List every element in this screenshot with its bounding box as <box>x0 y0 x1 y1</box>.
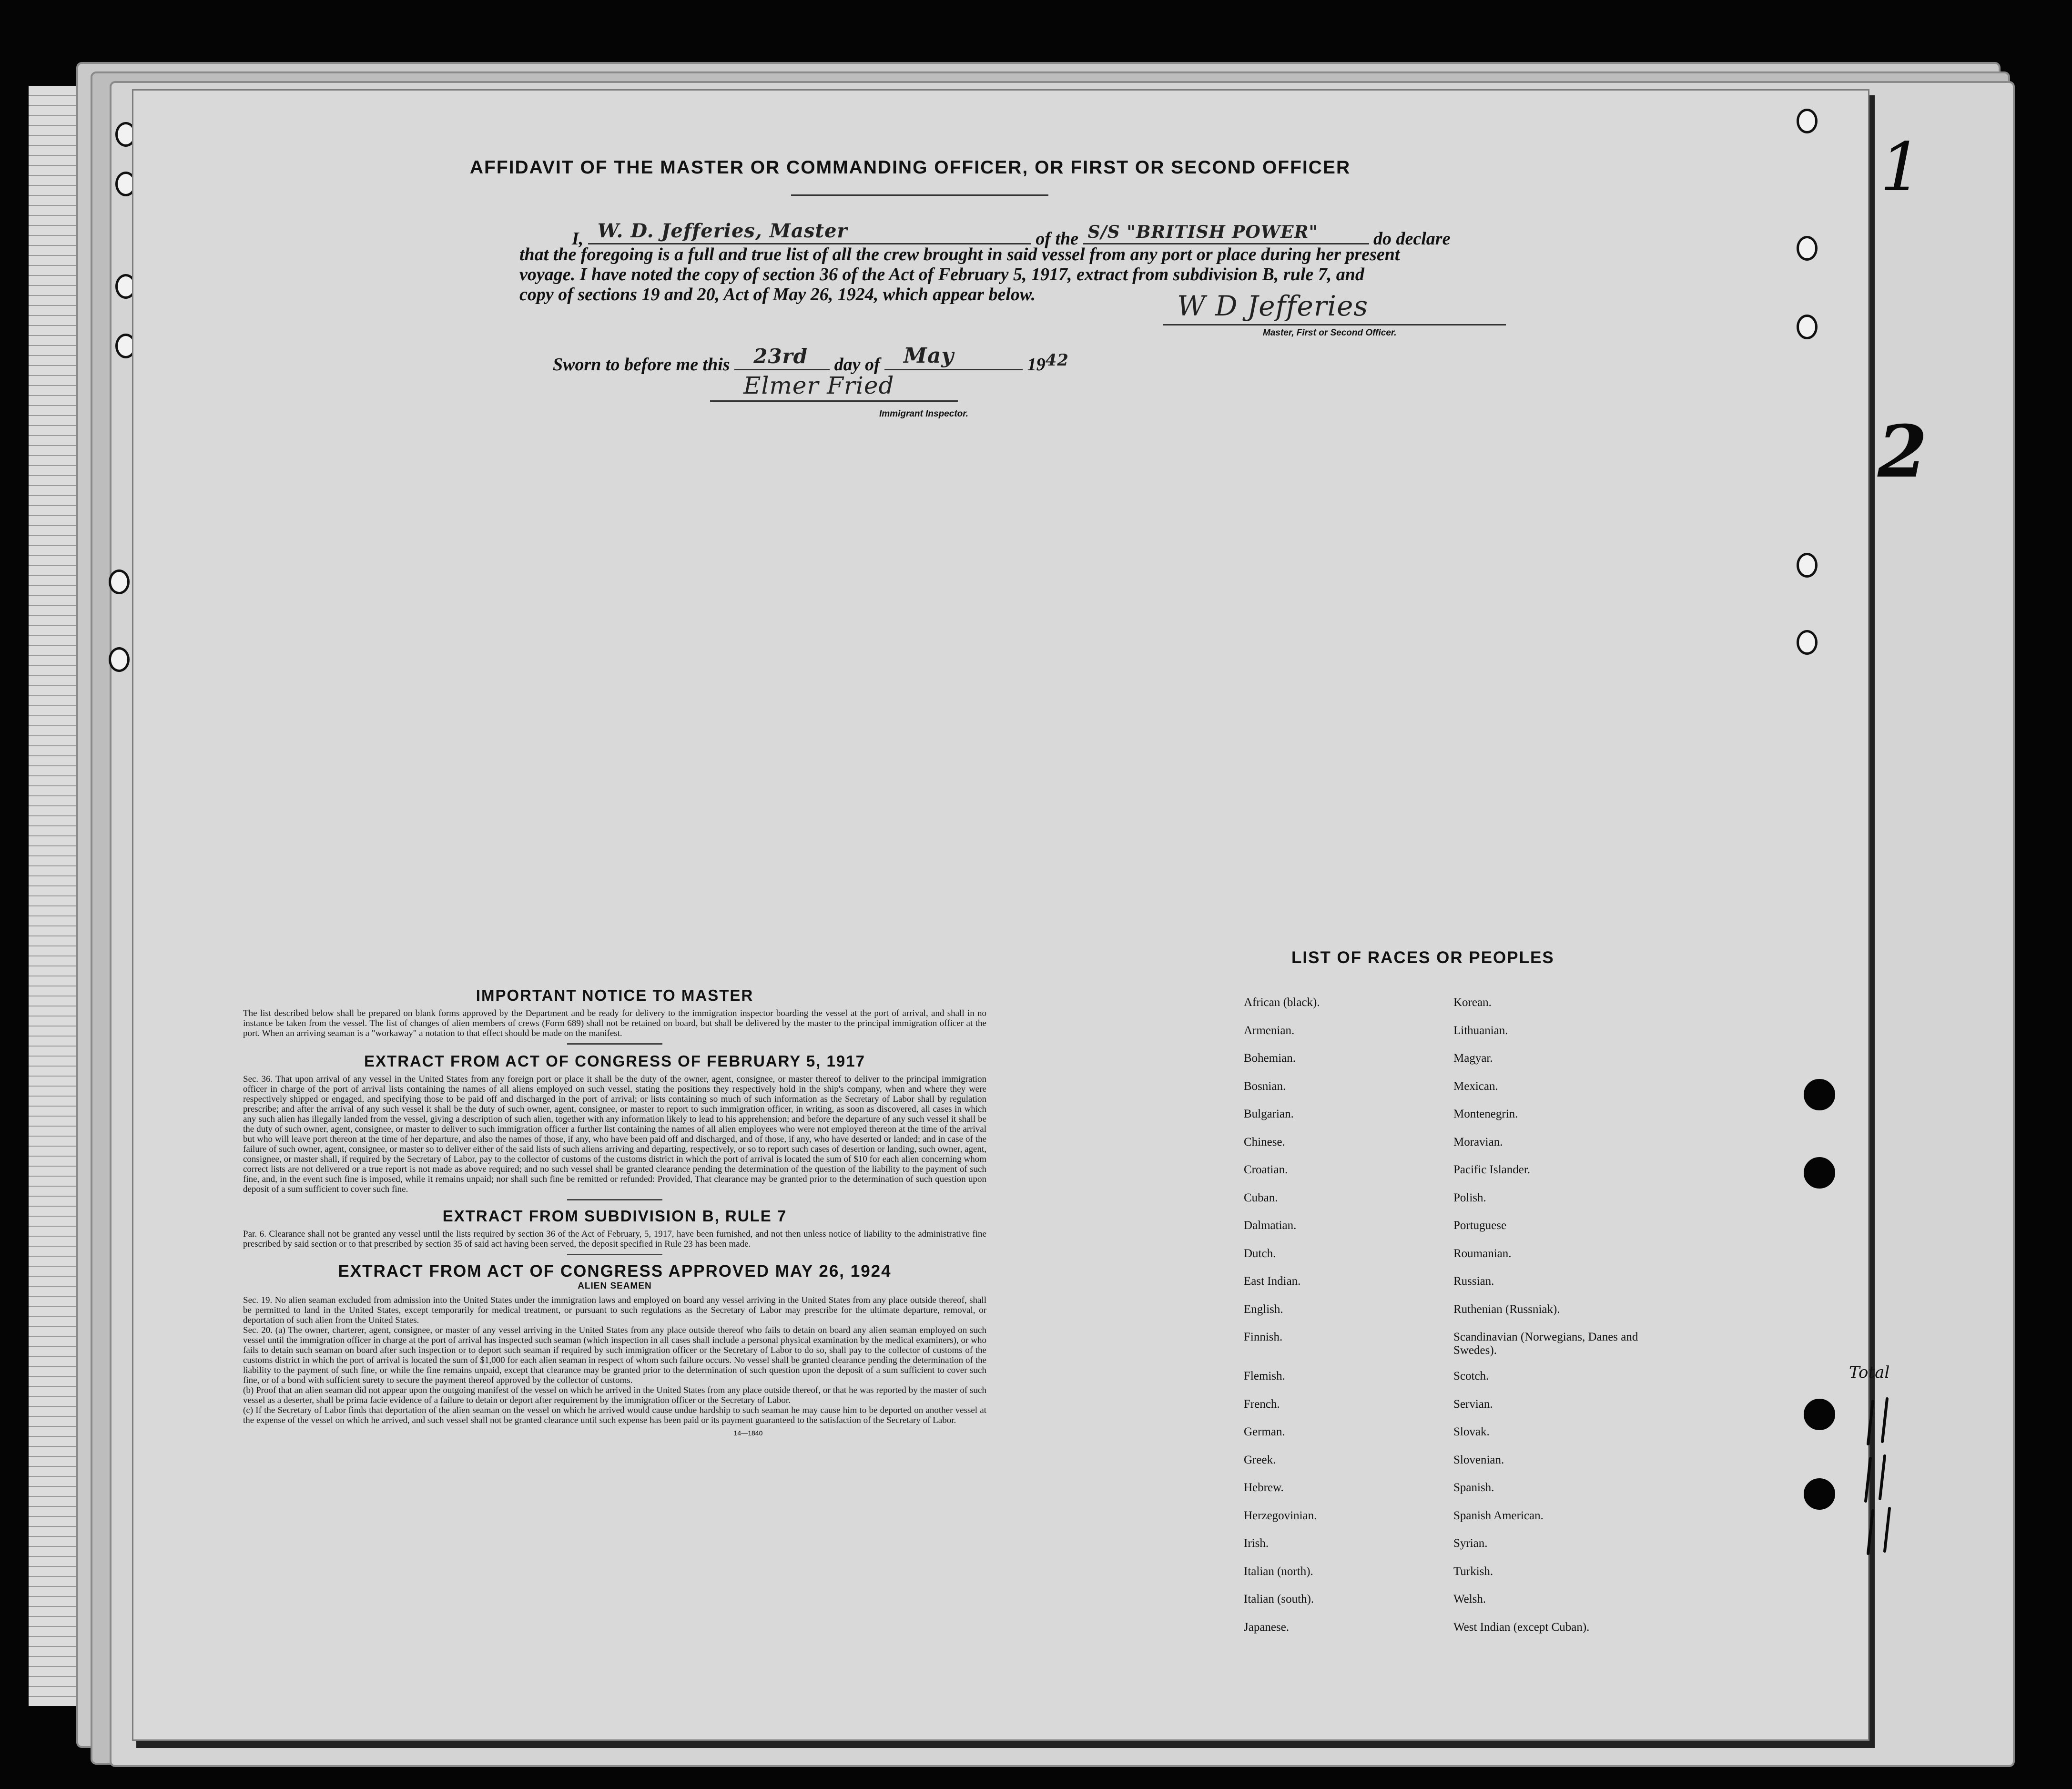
race-item: Bosnian. <box>1244 1079 1286 1093</box>
race-item: Chinese. <box>1244 1135 1285 1149</box>
declaration-line-4: copy of sections 19 and 20, Act of May 26, 1924, which appear below. <box>519 285 1036 305</box>
section-divider <box>567 1254 662 1255</box>
punched-hole <box>1804 1399 1835 1430</box>
race-item: African (black). <box>1244 996 1320 1009</box>
year-prefix: 19 <box>1027 355 1046 375</box>
race-item: Japanese. <box>1244 1620 1290 1634</box>
binder-hole <box>1797 553 1818 578</box>
declarant-name: W. D. Jefferies, Master <box>597 220 848 242</box>
sworn-month-field <box>884 344 1023 370</box>
margin-total-label: Total <box>1849 1363 1890 1382</box>
declaration-line-3: voyage. I have noted the copy of section 36 of the Act of February 5, 1917, extract from subdivision B, rule 7, and <box>519 264 1364 285</box>
race-item: Moravian. <box>1453 1135 1503 1149</box>
race-item: Irish. <box>1244 1537 1269 1550</box>
binder-hole <box>1797 630 1818 655</box>
race-item: Magyar. <box>1453 1052 1493 1065</box>
affidavit-page <box>133 91 1868 1739</box>
race-item: Roumanian. <box>1453 1247 1512 1260</box>
day-of-label: day of <box>834 355 880 375</box>
race-item: East Indian. <box>1244 1275 1301 1288</box>
inspector-signature: Elmer Fried <box>743 372 894 399</box>
race-item: Spanish American. <box>1453 1509 1544 1522</box>
section-divider <box>567 1199 662 1200</box>
race-item: Slovenian. <box>1453 1453 1504 1466</box>
race-item: Cuban. <box>1244 1191 1278 1204</box>
extract-1924-sec20b: (b) Proof that an alien seaman did not appear upon the outgoing manifest of the vessel on which he arrived in the United States from any place outside thereof, or that he was reported by the master of such vessel as a deserter, shall be prima facie evidence of a failure to detain or deport after requirement by the immigration officer or the Secretary of Labor. <box>243 1385 986 1405</box>
race-item: Italian (south). <box>1244 1593 1314 1606</box>
notice-body: The list described below shall be prepared on blank forms approved by the Department and be ready for delivery to the immigration inspector boarding the vessel at the port of arrival, and shall in no instance be taken from the vessel. The list of changes of alien members of crews (Form 689) shall not be retained on board, but shall be delivered by the master to the principal immigration officer at the port. When an arriving seaman is a "workaway" a notation to that effect should be made on the manifest. <box>243 1008 986 1038</box>
affidavit-title: AFFIDAVIT OF THE MASTER OR COMMANDING OFFICER, OR FIRST OR SECOND OFFICER <box>469 157 1351 178</box>
tally-marks <box>1859 1392 1911 1563</box>
extract-1917-body: Sec. 36. That upon arrival of any vessel in the United States from any foreign port or place it shall be the duty of the owner, agent, consignee, or master thereof to deliver to the principal immigration officer in charge of the port of arrival lists containing the names of all aliens employed on such vessel, stating the positions they respectively hold in the ship's company, when and where they were respectively shipped or engaged, and specifying those to be paid off and discharged in the port of arrival; or lists containing so much of such information as the Secretary of Labor shall by regulation prescribe; and after the arrival of any such vessel it shall be the duty of such owner, agent, consignee, or master to report to such immigration officer, in writing, as soon as discovered, all cases in which any such alien has illegally landed from the vessel, giving a description of such alien, together with any information likely to lead to his apprehension; and before the departure of any such vessel it shall be the duty of such owner, agent, consignee, or master to deliver to such immigration officer a further list containing the names of all alien employees who were not employed thereon at the time of the arrival but who will leave port thereon at the time of her departure, and also the names of those, if any, who have been paid off and discharged, and of those, if any, who have deserted or landed; and in case of the failure of such owner, agent, consignee, or master so to deliver either of the said lists of such aliens arriving and departing, respectively, or so to report such cases of desertion or landing, such owner, agent, consignee, or master shall, if required by the Secretary of Labor, pay to the collector of customs of the customs district in which the port of arrival is located the sum of $10 for each alien concerning whom correct lists are not delivered or a true report is not made as above required; and no such vessel shall be granted clearance pending the determination of the question of the liability to the payment of such fine, and, in the event such fine is imposed, while it remains unpaid; nor shall such fine be remitted or refunded: Provided, That clearance may be granted prior to the determination of such question upon deposit of a sum sufficient to cover such fine. <box>243 1074 986 1194</box>
race-item: Syrian. <box>1453 1537 1488 1550</box>
race-item: Italian (north). <box>1244 1565 1313 1578</box>
section-divider <box>567 1043 662 1045</box>
race-item: Pacific Islander. <box>1453 1163 1531 1176</box>
race-item: Ruthenian (Russniak). <box>1453 1302 1560 1316</box>
race-item: Montenegrin. <box>1453 1108 1518 1120</box>
race-item: Dalmatian. <box>1244 1219 1297 1232</box>
races-right-column <box>1453 996 1654 1648</box>
sworn-day-field <box>734 345 830 370</box>
race-item: Hebrew. <box>1244 1481 1284 1494</box>
sworn-month: May <box>904 344 954 368</box>
race-item: Greek. <box>1244 1453 1276 1466</box>
extract-1917-title: EXTRACT FROM ACT OF CONGRESS OF FEBRUARY 5, 1917 <box>364 1052 865 1070</box>
race-item: Croatian. <box>1244 1163 1288 1176</box>
extract-1924-sec19: Sec. 19. No alien seaman excluded from admission into the United States under the immigration laws and employed on board any vessel arriving in the United States from any place outside thereof, shall be permitted to land in the United States, except temporarily for medical treatment, or pursuant to such regulations as the Secretary of Labor may prescribe for the ultimate departure, removal, or deportation of such alien from the United States. <box>243 1295 986 1325</box>
notice-title: IMPORTANT NOTICE TO MASTER <box>476 986 754 1004</box>
race-item: French. <box>1244 1397 1280 1411</box>
race-item: Dutch. <box>1244 1247 1276 1260</box>
master-signature: W D Jefferies <box>1177 290 1369 322</box>
extract-1924-sec20a: Sec. 20. (a) The owner, charterer, agent, consignee, or master of any vessel arriving in the United States from any place outside thereof who fails to detain on board any alien seaman employed on such vessel until the immigration officer in charge at the port of arrival has inspected such seaman (which inspection in all cases shall include a personal physical examination by the medical examiners), or who fails to detain such seaman on board after such inspection or to deport such seaman if required by such immigration officer or the Secretary of Labor to do so, shall pay to the collector of customs of the customs district in which the port of arrival is located the sum of $1,000 for each alien seaman in respect of whom such failure occurs. No vessel shall be granted clearance pending the determination of the liability to the payment of such fine, or while the fine remains unpaid, except that clearance may be granted prior to the determination of such question upon the deposit of a sum sufficient to cover such fine, or of a bond with sufficient surety to secure the payment thereof approved by the collector of customs. <box>243 1325 986 1385</box>
race-item: Flemish. <box>1244 1370 1285 1382</box>
extract-1924-title: EXTRACT FROM ACT OF CONGRESS APPROVED MAY 26, 1924 <box>338 1262 892 1281</box>
notice-section <box>243 986 986 1437</box>
vessel-field <box>1083 224 1369 244</box>
extract-1924-subtitle: ALIEN SEAMEN <box>578 1281 652 1291</box>
binder-hole <box>1797 236 1818 261</box>
inspector-caption: Immigrant Inspector. <box>879 409 968 419</box>
race-item: Bohemian. <box>1244 1052 1296 1065</box>
races-left-column <box>1244 996 1320 1648</box>
race-item: Mexican. <box>1453 1079 1498 1093</box>
punched-hole <box>1804 1478 1835 1510</box>
vessel-name: S/S "BRITISH POWER" <box>1087 222 1319 242</box>
binder-hole <box>109 569 130 594</box>
form-number: 14—1840 <box>733 1429 763 1437</box>
race-item: Korean. <box>1453 996 1492 1009</box>
punched-hole <box>1804 1157 1835 1189</box>
race-item: Bulgarian. <box>1244 1108 1294 1120</box>
race-item: Slovak. <box>1453 1425 1490 1438</box>
extract-rule7-body: Par. 6. Clearance shall not be granted any vessel until the lists required by section 36 of the Act of February, 5, 1917, have been furnished, and not then unless notice of liability to the administrative fine prescribed by said section or to that prescribed by section 35 of said act having been served, the deposit specified in Rule 23 has been made. <box>243 1229 986 1249</box>
sworn-day: 23rd <box>753 345 808 368</box>
declarant-prefix: I, <box>572 229 584 249</box>
race-item: English. <box>1244 1302 1283 1316</box>
race-item: Welsh. <box>1453 1593 1486 1606</box>
sworn-prefix: Sworn to before me this <box>553 355 730 375</box>
binder-hole <box>109 647 130 672</box>
master-signature-line <box>1163 291 1506 325</box>
margin-mark-two: 2 <box>1878 410 1928 494</box>
extract-rule7-title: EXTRACT FROM SUBDIVISION B, RULE 7 <box>442 1207 787 1225</box>
sworn-line <box>553 344 1069 375</box>
race-item: Armenian. <box>1244 1024 1295 1037</box>
do-declare-label: do declare <box>1373 229 1451 249</box>
race-item: Servian. <box>1453 1397 1493 1411</box>
declaration-line-2: that the foregoing is a full and true list of all the crew brought in said vessel from any port or place during her present <box>519 244 1400 264</box>
title-rule <box>791 194 1048 196</box>
declarant-name-field <box>588 220 1031 244</box>
races-title: LIST OF RACES OR PEOPLES <box>1291 948 1554 967</box>
sworn-year: 42 <box>1045 351 1069 370</box>
race-item: Russian. <box>1453 1275 1494 1288</box>
inspector-signature-line <box>710 372 958 402</box>
race-item: Herzegovinian. <box>1244 1509 1317 1522</box>
extract-1924-sec20c: (c) If the Secretary of Labor finds that deportation of the alien seaman on the vessel on which he arrived would cause undue hardship to such seaman he may cause him to be deported on another vessel at the expense of the vessel on which he arrived, and such vessel shall not be granted clearance until such expense has been paid or its payment guaranteed to the satisfaction of the Secretary of Labor. <box>243 1405 986 1425</box>
race-item: Spanish. <box>1453 1481 1494 1494</box>
race-item: Scotch. <box>1453 1370 1489 1382</box>
margin-mark-top: 1 <box>1880 129 1923 206</box>
race-item: Finnish. <box>1244 1331 1283 1343</box>
race-item: Lithuanian. <box>1453 1024 1508 1037</box>
race-item: West Indian (except Cuban). <box>1453 1620 1590 1634</box>
race-item: Turkish. <box>1453 1565 1493 1578</box>
race-item: Portuguese <box>1453 1219 1507 1232</box>
binder-hole <box>1797 315 1818 339</box>
binder-hole <box>1797 109 1818 133</box>
punched-hole <box>1804 1079 1835 1110</box>
master-signature-caption: Master, First or Second Officer. <box>1263 328 1397 338</box>
of-the-label: of the <box>1036 229 1079 249</box>
race-item: German. <box>1244 1425 1285 1438</box>
race-item: Polish. <box>1453 1191 1486 1204</box>
race-item: Scandinavian (Norwegians, Danes and Swedes). <box>1453 1331 1638 1357</box>
